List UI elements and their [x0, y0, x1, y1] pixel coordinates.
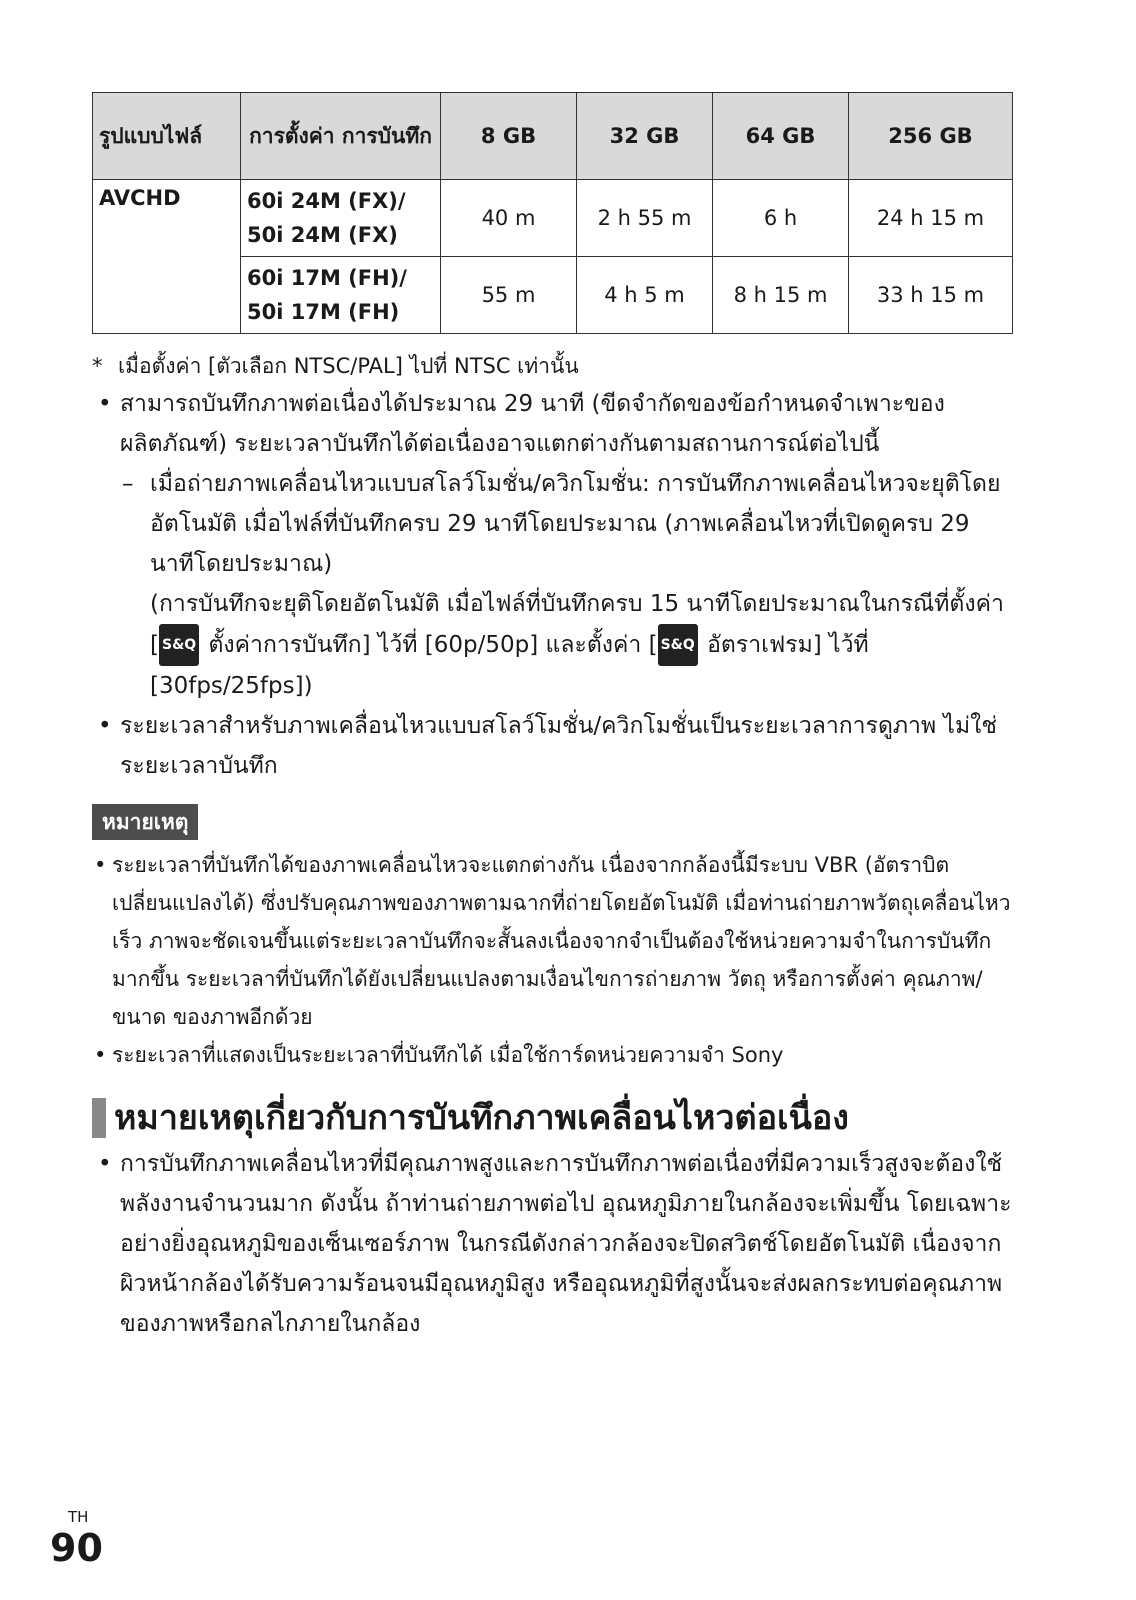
table-cell: 2 h 55 m: [577, 180, 713, 257]
page-content: [92, 92, 1012, 1344]
note-text: ระยะเวลาที่บันทึกได้ของภาพเคลื่อนไหวจะแตกต่างกัน เนื่องจากกล้องนี้มีระบบ VBR (อัตราบิตเปลี่ยนแปลงได้) ซึ่งปรับคุณภาพของภาพตามฉากที่ถ่ายโดยอัตโนมัติ เมื่อท่านถ่ายภาพวัตถุเคลื่อนไหวเร็ว ภาพจะชัดเจนขึ้นแต่ระยะเวลาบันทึกจะสั้นลงเนื่องจากจำเป็นต้องใช้หน่วยความจำในการบันทึกมากขึ้น ระยะเวลาที่บันทึกได้ยังเปลี่ยนแปลงตามเงื่อนไขการถ่ายภาพ วัตถุ หรือการตั้งค่า คุณภาพ/ขนาด ของภาพอีกด้วย: [112, 853, 1011, 1029]
note-label: หมายเหตุ: [92, 804, 198, 840]
sq-icon: S&Q: [658, 624, 698, 666]
header-64gb: 64 GB: [713, 93, 849, 180]
note-text: ระยะเวลาที่แสดงเป็นระยะเวลาที่บันทึกได้ เมื่อใช้การ์ดหน่วยความจำ Sony: [112, 1043, 784, 1067]
bullet-text: สามารถบันทึกภาพต่อเนื่องได้ประมาณ 29 นาที (ขีดจำกัดของข้อกำหนดจำเพาะของผลิตภัณฑ์) ระยะเวลาบันทึกได้ต่อเนื่องอาจแตกต่างกันตามสถานการณ์ต่อไปนี้: [120, 391, 945, 457]
paren-text-a: (การบันทึกจะยุติโดยอัตโนมัติ เมื่อไฟล์ที่บันทึกครบ 15 นาทีโดยประมาณในกรณีที่ตั้งค่า [: [150, 591, 1004, 658]
bullet-text: ระยะเวลาสำหรับภาพเคลื่อนไหวแบบสโลว์โมชั่น/ควิกโมชั่นเป็นระยะเวลาการดูภาพ ไม่ใช่ระยะเวลาบันทึก: [120, 713, 997, 779]
setting-line: 50i 17M (FH): [247, 300, 400, 324]
sq-icon: S&Q: [159, 624, 199, 666]
list-item: [92, 846, 1012, 1036]
header-file-format: รูปแบบไฟล์: [93, 93, 241, 180]
bullet-icon: •: [98, 1151, 112, 1177]
list-item: [92, 1144, 1012, 1344]
section-bullet-list: [92, 1144, 1012, 1344]
list-item: [92, 384, 1012, 706]
format-cell: AVCHD: [93, 180, 241, 334]
paren-text-c: อัตราเฟรม] ไว้ที่ [30fps/25fps]): [150, 632, 869, 699]
paren-text-b: ตั้งค่าการบันทึก] ไว้ที่ [60p/50p] และตั้งค่า [: [201, 632, 658, 658]
setting-cell: [241, 257, 441, 334]
table-cell: 55 m: [441, 257, 577, 334]
heading-text: หมายเหตุเกี่ยวกับการบันทึกภาพเคลื่อนไหวต่อเนื่อง: [114, 1098, 849, 1138]
table-cell: 4 h 5 m: [577, 257, 713, 334]
footnote-star: *: [92, 354, 103, 378]
table-cell: 8 h 15 m: [713, 257, 849, 334]
bullet-icon: •: [98, 391, 112, 417]
table-cell: 6 h: [713, 180, 849, 257]
table-cell: 24 h 15 m: [849, 180, 1013, 257]
header-8gb: 8 GB: [441, 93, 577, 180]
header-32gb: 32 GB: [577, 93, 713, 180]
dash-icon: –: [122, 471, 134, 497]
bullet-icon: •: [94, 1043, 107, 1067]
paren-note: [120, 584, 1012, 706]
header-256gb: 256 GB: [849, 93, 1013, 180]
table-header-row: [93, 93, 1013, 180]
note-list: [92, 846, 1012, 1074]
setting-line: 60i 24M (FX)/: [247, 189, 406, 213]
heading-bar-icon: [92, 1098, 106, 1138]
header-rec-setting: การตั้งค่า การบันทึก: [241, 93, 441, 180]
section-heading: [92, 1092, 1012, 1144]
page-language: TH: [68, 1508, 89, 1526]
setting-cell: [241, 180, 441, 257]
bullet-icon: •: [98, 713, 112, 739]
list-item: [92, 706, 1012, 786]
list-item: [92, 1036, 1012, 1074]
list-item: [120, 464, 1012, 584]
page-number: 90: [50, 1526, 103, 1570]
bullet-list: [92, 384, 1012, 786]
dash-text: เมื่อถ่ายภาพเคลื่อนไหวแบบสโลว์โมชั่น/ควิกโมชั่น: การบันทึกภาพเคลื่อนไหวจะยุติโดยอัตโนมัติ เมื่อไฟล์ที่บันทึกครบ 29 นาทีโดยประมาณ (ภาพเคลื่อนไหวที่เปิดดูครบ 29 นาทีโดยประมาณ): [150, 471, 1001, 577]
dash-list: [120, 464, 1012, 584]
table-cell: 33 h 15 m: [849, 257, 1013, 334]
footnote: [92, 348, 1012, 384]
footnote-text: เมื่อตั้งค่า [ตัวเลือก NTSC/PAL] ไปที่ NTSC เท่านั้น: [118, 354, 579, 378]
setting-line: 60i 17M (FH)/: [247, 266, 407, 290]
section-text: การบันทึกภาพเคลื่อนไหวที่มีคุณภาพสูงและการบันทึกภาพต่อเนื่องที่มีความเร็วสูงจะต้องใช้พลังงานจำนวนมาก ดังนั้น ถ้าท่านถ่ายภาพต่อไป อุณหภูมิภายในกล้องจะเพิ่มขึ้น โดยเฉพาะอย่างยิ่งอุณหภูมิของเซ็นเซอร์ภาพ ในกรณีดังกล่าวกล้องจะปิดสวิตช์โดยอัตโนมัติ เนื่องจากผิวหน้ากล้องได้รับความร้อนจนมีอุณหภูมิสูง หรืออุณหภูมิที่สูงนั้นจะส่งผลกระทบต่อคุณภาพของภาพหรือกลไกภายในกล้อง: [120, 1151, 1012, 1337]
bullet-icon: •: [94, 853, 107, 877]
table-row: [93, 180, 1013, 257]
setting-line: 50i 24M (FX): [247, 223, 398, 247]
recording-time-table: [92, 92, 1013, 334]
table-cell: 40 m: [441, 180, 577, 257]
